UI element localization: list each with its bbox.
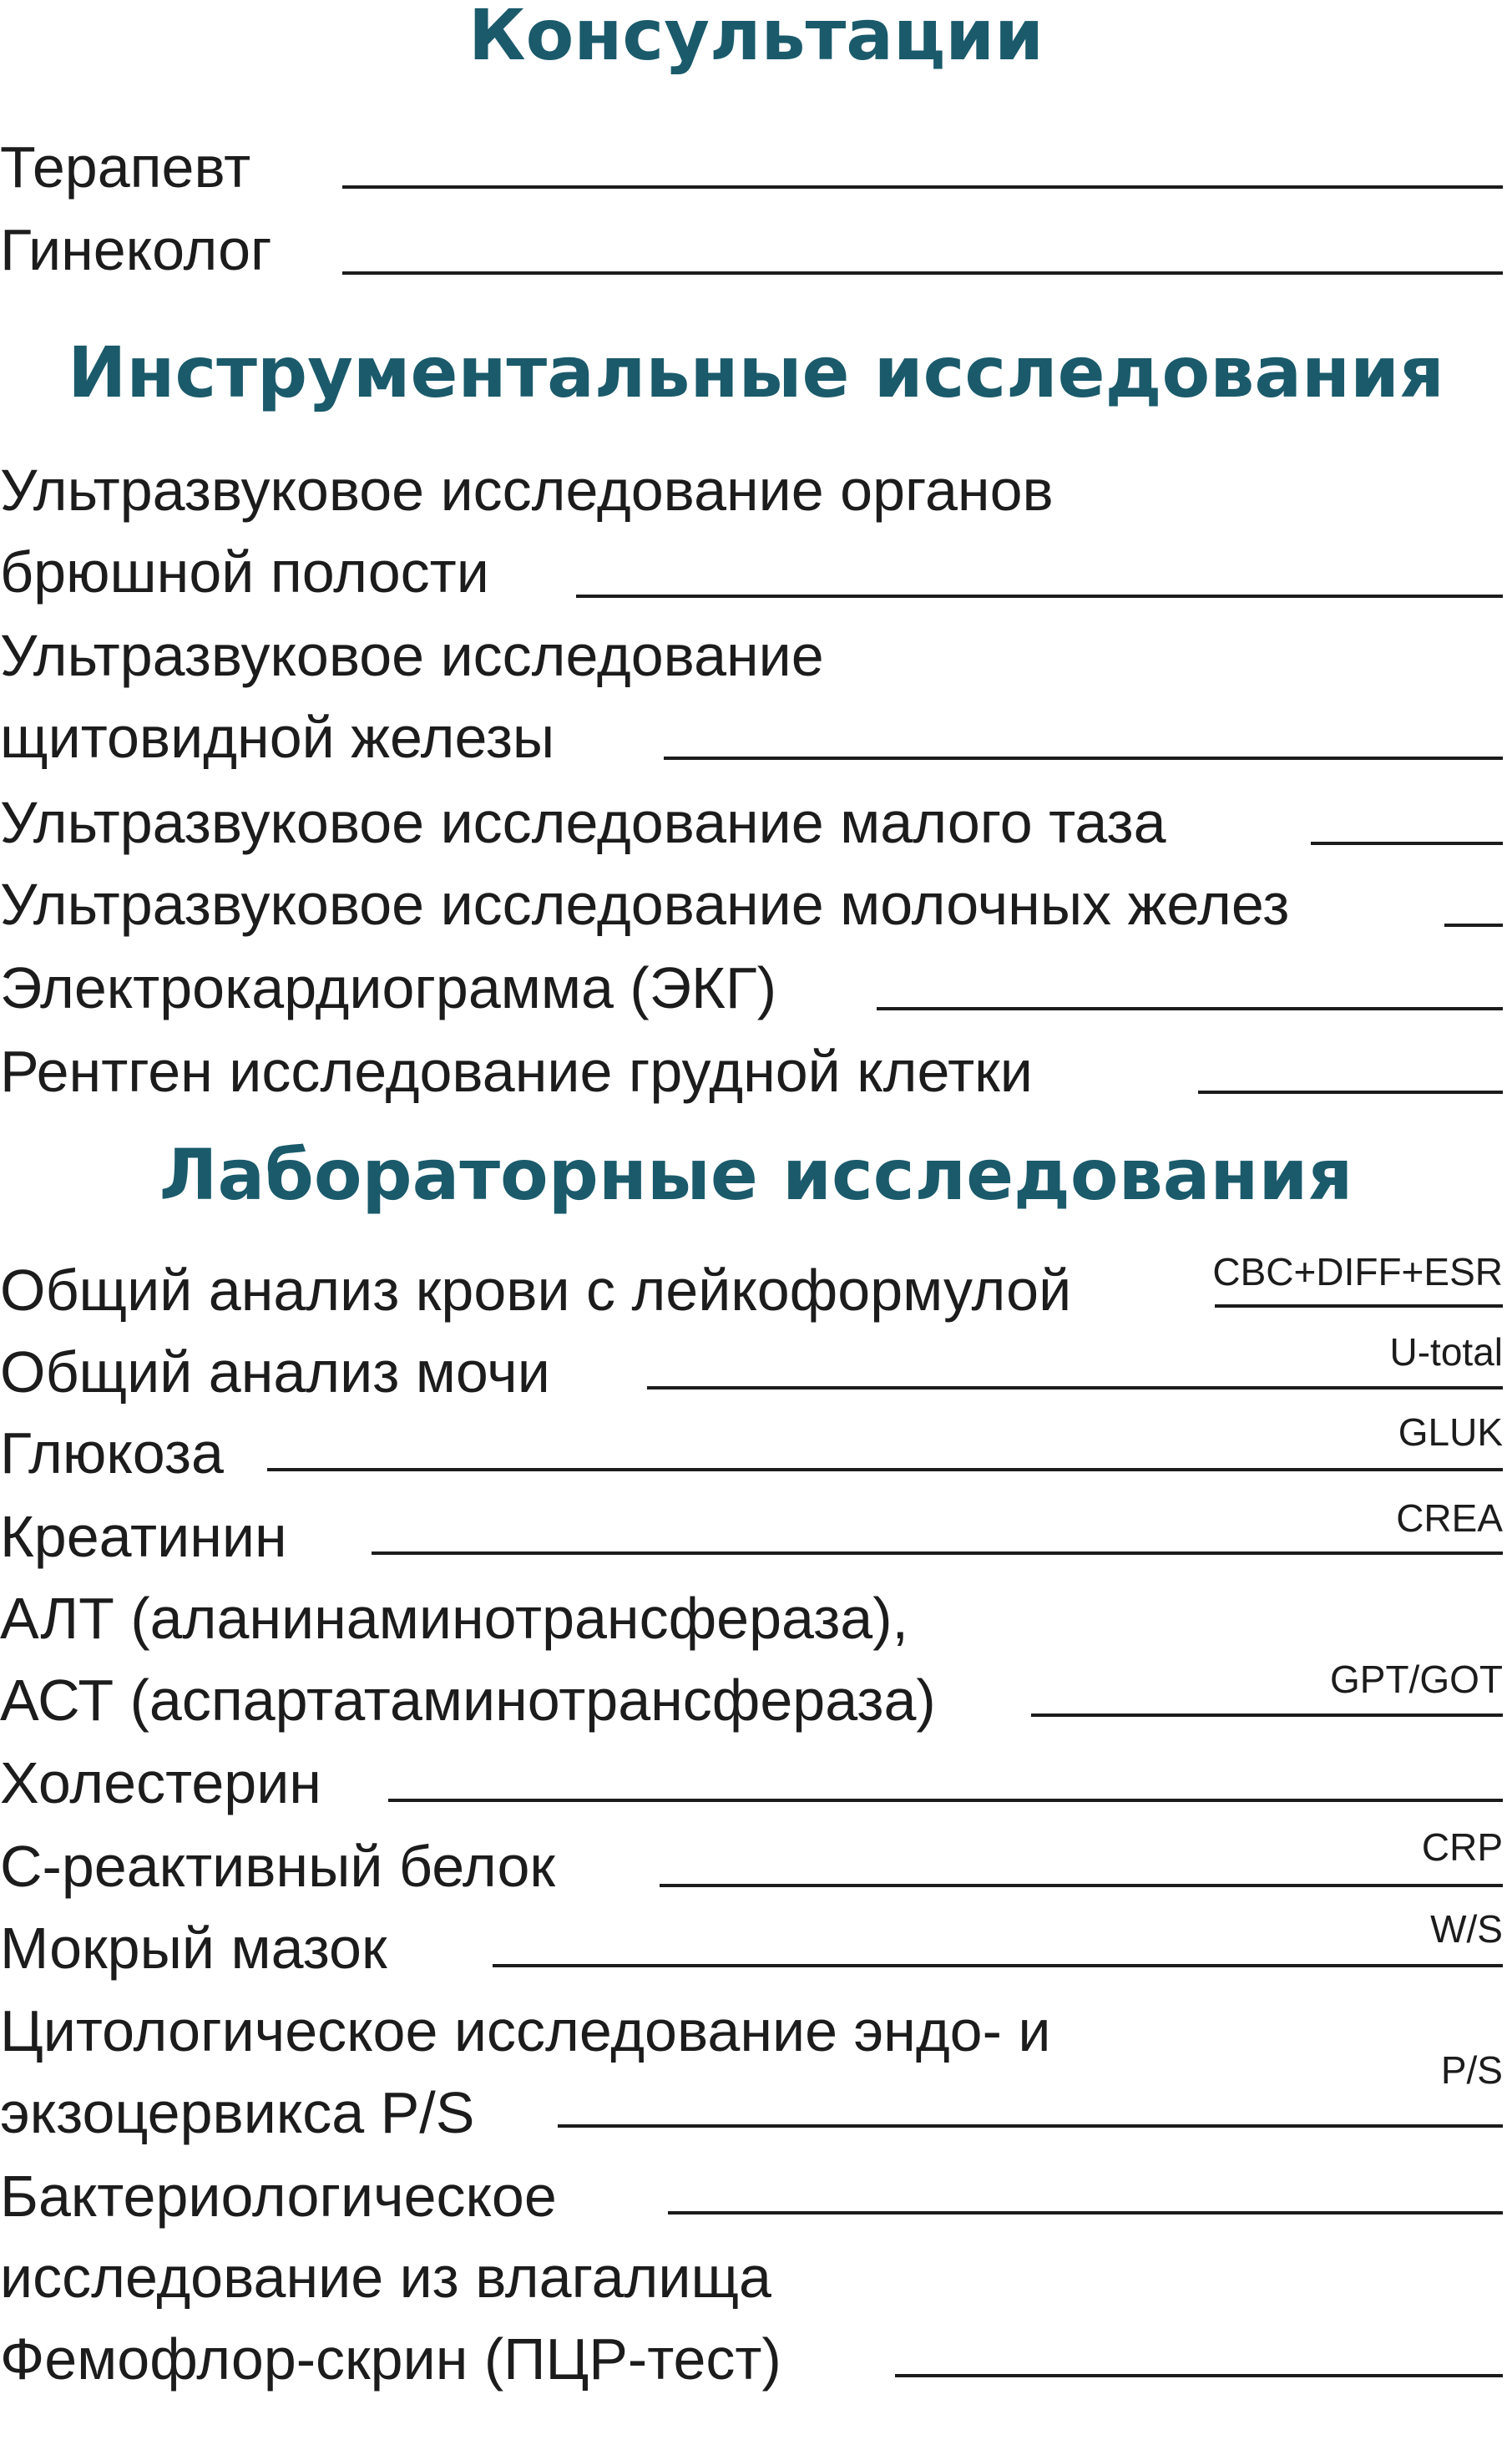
fill-line-cytology[interactable]	[558, 2124, 1503, 2128]
fill-line-gynecologist[interactable]	[342, 271, 1503, 275]
label-creatinine: Креатинин	[0, 1504, 287, 1569]
fill-line-us-breast[interactable]	[1444, 924, 1503, 927]
fill-line-therapist[interactable]	[342, 185, 1503, 189]
fill-line-wet-smear[interactable]	[493, 1964, 1503, 1967]
code-cbc: CBC+DIFF+ESR	[1212, 1250, 1503, 1293]
fill-line-creatinine[interactable]	[372, 1551, 1503, 1555]
fill-line-urine[interactable]	[647, 1386, 1503, 1389]
label-us-pelvis: Ультразвуковое исследование малого таза	[0, 790, 1166, 855]
label-bacterio-line2: исследование из влагалища	[0, 2245, 771, 2310]
fill-line-ecg[interactable]	[877, 1007, 1503, 1010]
fill-line-us-thyroid[interactable]	[664, 757, 1503, 760]
label-wet-smear: Мокрый мазок	[0, 1916, 387, 1981]
label-ast: АСТ (аспартатаминотрансфераза)	[0, 1668, 936, 1733]
code-urine: U-total	[1389, 1330, 1503, 1374]
fill-line-cholesterol[interactable]	[388, 1799, 1503, 1802]
code-cytology: P/S	[1440, 2048, 1503, 2092]
fill-line-crp[interactable]	[660, 1884, 1503, 1887]
label-therapist: Терапевт	[0, 134, 251, 200]
label-xray-chest: Рентген исследование грудной клетки	[0, 1039, 1033, 1104]
label-us-thyroid-line1: Ультразвуковое исследование	[0, 623, 824, 688]
label-alt: АЛТ (аланинаминотрансфераза),	[0, 1586, 908, 1651]
code-glucose: GLUK	[1398, 1410, 1503, 1454]
label-gynecologist: Гинеколог	[0, 217, 272, 282]
label-urine: Общий анализ мочи	[0, 1339, 550, 1405]
section-title-instrumental: Инструментальные исследования	[68, 332, 1444, 413]
label-crp: С-реактивный белок	[0, 1834, 556, 1899]
label-bacterio-line1: Бактериологическое	[0, 2164, 557, 2229]
fill-line-femoflor[interactable]	[895, 2374, 1503, 2377]
label-cytology-line1: Цитологическое исследование эндо- и	[0, 1998, 1051, 2063]
fill-line-glucose[interactable]	[267, 1468, 1503, 1471]
section-title-consultations: Консультации	[468, 0, 1044, 76]
label-glucose: Глюкоза	[0, 1420, 224, 1486]
label-us-abdomen-line2: брюшной полости	[0, 539, 489, 605]
section-title-laboratory: Лабораторные исследования	[159, 1134, 1353, 1216]
fill-line-us-abdomen[interactable]	[576, 595, 1503, 598]
label-femoflor: Фемофлор-скрин (ПЦР-тест)	[0, 2326, 781, 2392]
code-creatinine: CREA	[1396, 1496, 1503, 1540]
fill-line-alt-ast[interactable]	[1031, 1713, 1503, 1717]
label-us-thyroid-line2: щитовидной железы	[0, 705, 555, 770]
label-cytology-line2: экзоцервикса P/S	[0, 2080, 475, 2145]
label-cbc: Общий анализ крови с лейкоформулой	[0, 1258, 1072, 1323]
fill-line-us-pelvis[interactable]	[1311, 842, 1503, 845]
label-ecg: Электрокардиограмма (ЭКГ)	[0, 955, 777, 1020]
fill-line-bacterio[interactable]	[668, 2211, 1503, 2215]
label-cholesterol: Холестерин	[0, 1750, 321, 1815]
code-wet-smear: W/S	[1430, 1907, 1503, 1951]
fill-line-xray-chest[interactable]	[1198, 1091, 1503, 1094]
fill-line-cbc[interactable]	[1215, 1304, 1503, 1308]
code-crp: CRP	[1421, 1825, 1503, 1869]
label-us-breast: Ультразвуковое исследование молочных желез	[0, 872, 1290, 937]
label-us-abdomen-line1: Ультразвуковое исследование органов	[0, 458, 1054, 523]
code-alt-ast: GPT/GOT	[1330, 1658, 1503, 1701]
